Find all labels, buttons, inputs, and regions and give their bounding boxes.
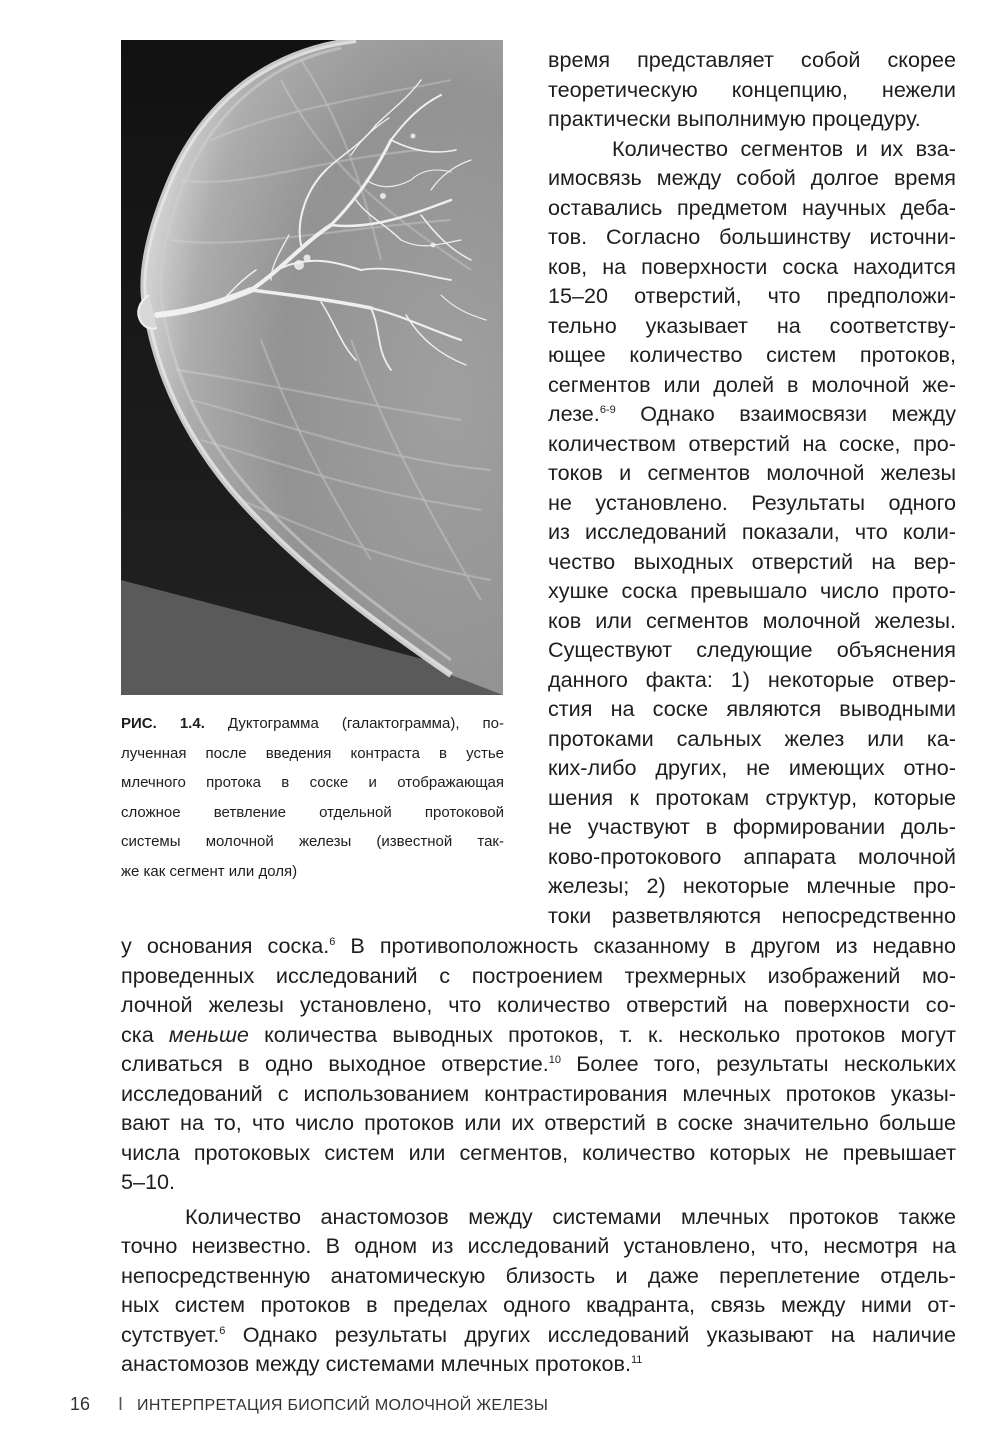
text-line: сутствует.$^6$ Однако результаты других исследований указывают на наличие	[121, 1321, 956, 1347]
figure-image	[121, 40, 503, 695]
citation: 6	[329, 936, 336, 948]
caption-line: же как сегмент или доля)	[121, 862, 298, 880]
text-line: шения к протокам структур, которые	[548, 784, 956, 810]
citation: 6-9	[599, 404, 616, 416]
text-line: лезе.$^{6-9}$ Однако взаимосвязи между	[548, 401, 956, 426]
caption-label: РИС. 1.4.	[121, 715, 205, 732]
text-line: практически выполнимую процедуру.	[548, 106, 921, 131]
text-line: оставались предметом научных деба-	[548, 194, 956, 220]
text-line: тельно указывает на соответству-	[548, 312, 956, 338]
text-line: тов. Согласно большинству источни-	[548, 224, 956, 249]
text-line: чество выходных отверстий на вер-	[548, 548, 956, 574]
citation: 10	[548, 1054, 561, 1066]
text-line: непосредственную анатомическую близость и даже переплетение отдель-	[121, 1262, 956, 1288]
text-line: ска меньше количества выводных протоков, т. к. несколько протоков могут	[121, 1021, 956, 1047]
text-line: стия на соске являются выводными	[548, 696, 956, 721]
text-line: Количество анастомозов между системами млечных протоков также	[185, 1203, 956, 1229]
text-line: не установлено. Результаты одного	[548, 489, 956, 515]
text-line: числа протоковых систем или сегментов, количество которых не превышает	[121, 1139, 956, 1165]
text-line: сливаться в одно выходное отверстие.$^{10}$ Более того, результаты нескольких	[121, 1051, 956, 1076]
citation: 11	[630, 1354, 643, 1366]
text-line: данного факта: 1) некоторые отвер-	[548, 666, 956, 692]
text-line: исследований с использованием контрастирования млечных протоков указы-	[121, 1080, 956, 1106]
page-footer	[70, 1394, 548, 1418]
text-line: токов и сегментов молочной железы	[548, 460, 956, 485]
running-title: ИНТЕРПРЕТАЦИЯ БИОПСИЙ МОЛОЧНОЙ ЖЕЛЕЗЫ	[137, 1397, 549, 1414]
text-line: ных систем протоков в пределах одного квадранта, связь между ними от-	[121, 1292, 956, 1317]
figure-caption	[121, 713, 504, 890]
text-line: токи разветвляются непосредственно	[548, 902, 956, 928]
text-line: анастомозов между системами млечных протоков.$^{11}$	[121, 1351, 643, 1376]
text-line: хушке соска превышало число прото-	[548, 578, 956, 603]
text-line: Существуют следующие объяснения	[548, 637, 956, 662]
text-line: имосвязь между собой долгое время	[548, 165, 956, 190]
text-line: ков или сегментов молочной железы.	[548, 607, 956, 633]
body-text-full-width	[121, 931, 956, 1379]
text-line: протоками сальных желез или ка-	[548, 725, 956, 751]
text-line: 15–20 отверстий, что предположи-	[548, 283, 956, 308]
caption-line: РИС. 1.4. Дуктограмма (галактограмма), по-	[121, 715, 504, 732]
text-line: проведенных исследований с построением трехмерных изображений мо-	[121, 962, 956, 988]
text-line: количеством отверстий на соске, про-	[548, 430, 956, 456]
text-line: лочной железы установлено, что количество отверстий на поверхности со-	[121, 992, 956, 1017]
text-line: теоретическую концепцию, нежели	[548, 76, 956, 102]
emphasis: меньше	[168, 1021, 249, 1047]
page-number: 16	[70, 1394, 91, 1414]
text-line: не участвуют в формировании доль-	[548, 814, 956, 839]
text-line: время представляет собой скорее	[548, 47, 956, 72]
citation: 6	[219, 1324, 226, 1337]
footer-separator: I	[118, 1394, 124, 1414]
text-line: ющее количество систем протоков,	[548, 342, 956, 367]
caption-line: лученная после введения контраста в устье	[121, 744, 504, 762]
text-line: точно неизвестно. В одном из исследований установлено, что, несмотря на	[121, 1233, 956, 1258]
text-line: ков, на поверхности соска находится	[548, 253, 956, 279]
mammogram-image	[121, 40, 503, 695]
text-line: сегментов или долей в молочной же-	[548, 371, 956, 397]
caption-line: сложное ветвление отдельной протоковой	[121, 803, 504, 821]
text-line: ких-либо других, не имеющих отно-	[548, 755, 956, 780]
text-line: из исследований показали, что коли-	[548, 519, 956, 544]
caption-line: системы молочной железы (известной так-	[121, 833, 504, 850]
body-text-right-column	[548, 45, 956, 930]
caption-line: млечного протока в соске и отображающая	[121, 774, 504, 791]
text-line: вают на то, что число протоков или их отверстий в соске значительно больше	[121, 1110, 956, 1135]
text-line: железы; 2) некоторые млечные про-	[548, 873, 956, 898]
text-line: ково-протокового аппарата молочной	[548, 843, 956, 869]
text-line: 5–10.	[121, 1169, 176, 1194]
text-line: Количество сегментов и их вза-	[612, 135, 956, 161]
text-line: у основания соска.$^6$ В противоположность сказанному в другом из недавно	[121, 933, 957, 958]
